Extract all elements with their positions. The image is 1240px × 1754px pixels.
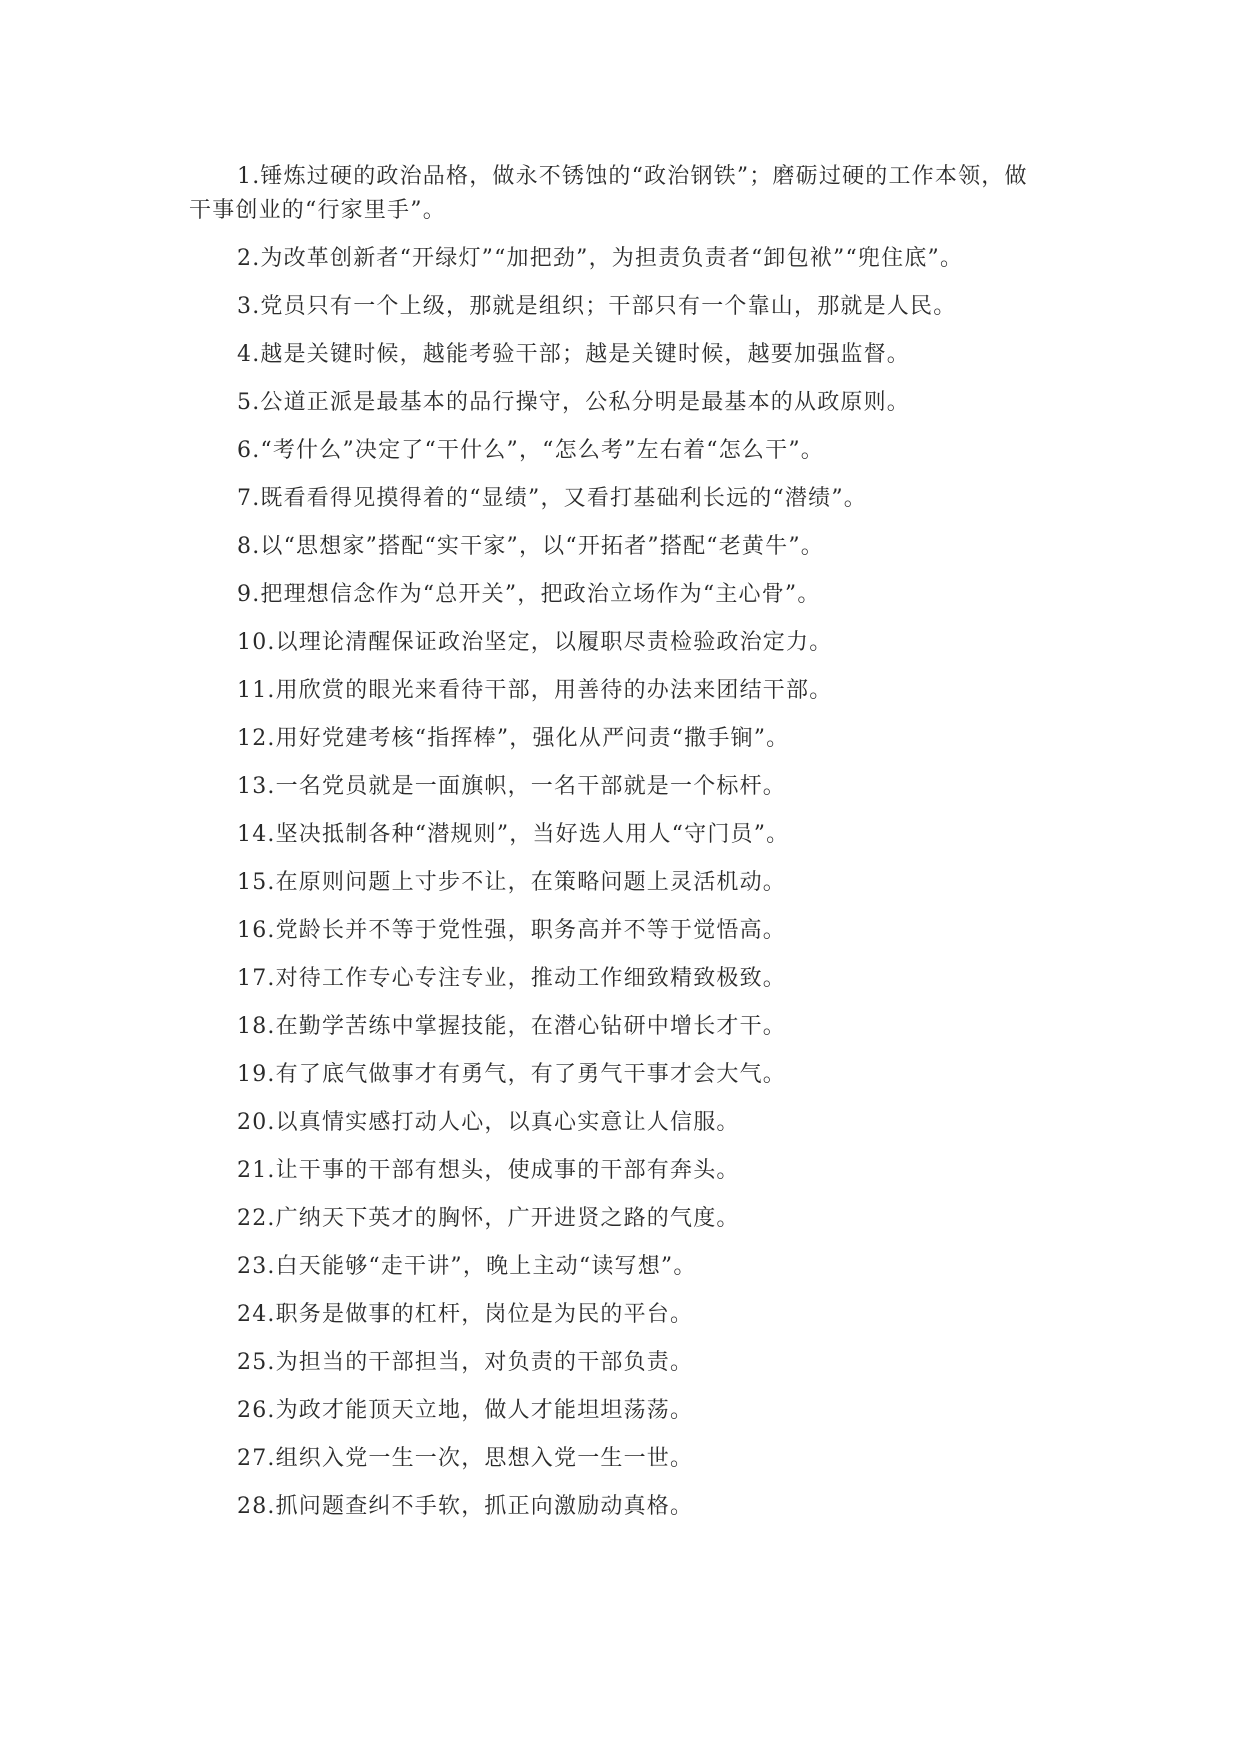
list-item-11: 11.用欣赏的眼光来看待干部，用善待的办法来团结干部。 [237,678,833,703]
list-item-25: 25.为担当的干部担当，对负责的干部负责。 [237,1350,694,1375]
list-item-7: 7.既看看得见摸得着的“显绩”，又看打基础利长远的“潜绩”。 [237,486,867,511]
list-item-15: 15.在原则问题上寸步不让，在策略问题上灵活机动。 [237,870,786,895]
list-item-9: 9.把理想信念作为“总开关”，把政治立场作为“主心骨”。 [237,582,821,607]
list-item-18: 18.在勤学苦练中掌握技能，在潜心钻研中增长才干。 [237,1014,786,1039]
list-item-5: 5.公道正派是最基本的品行操守，公私分明是最基本的从政原则。 [237,390,910,415]
list-item-19: 19.有了底气做事才有勇气，有了勇气干事才会大气。 [237,1062,786,1087]
list-item-13: 13.一名党员就是一面旗帜，一名干部就是一个标杆。 [237,774,786,799]
list-item-6: 6.“考什么”决定了“干什么”，“怎么考”左右着“怎么干”。 [237,438,824,463]
list-item-16: 16.党龄长并不等于党性强，职务高并不等于觉悟高。 [237,918,786,943]
list-item-20: 20.以真情实感打动人心，以真心实意让人信服。 [237,1110,740,1135]
list-item-27: 27.组织入党一生一次，思想入党一生一世。 [237,1446,694,1471]
list-item-22: 22.广纳天下英才的胸怀，广开进贤之路的气度。 [237,1206,740,1231]
list-item-8: 8.以“思想家”搭配“实干家”，以“开拓者”搭配“老黄牛”。 [237,534,824,559]
list-item-2: 2.为改革创新者“开绿灯”“加把劲”，为担责负责者“卸包袱”“兜住底”。 [237,246,964,271]
document-body [189,160,1049,1524]
list-item-26: 26.为政才能顶天立地，做人才能坦坦荡荡。 [237,1398,694,1423]
list-item-1: 1.锤炼过硬的政治品格，做永不锈蚀的“政治钢铁”；磨砺过硬的工作本领，做干事创业的“行家里手”。 [189,164,1028,223]
list-item-24: 24.职务是做事的杠杆，岗位是为民的平台。 [237,1302,694,1327]
list-item-28: 28.抓问题查纠不手软，抓正向激励动真格。 [237,1494,694,1519]
list-item-4: 4.越是关键时候，越能考验干部；越是关键时候，越要加强监督。 [237,342,910,367]
list-item-23: 23.白天能够“走干讲”，晚上主动“读写想”。 [237,1254,697,1279]
list-item-14: 14.坚决抵制各种“潜规则”，当好选人用人“守门员”。 [237,822,790,847]
list-item-17: 17.对待工作专心专注专业，推动工作细致精致极致。 [237,966,786,991]
list-item-10: 10.以理论清醒保证政治坚定，以履职尽责检验政治定力。 [237,630,833,655]
list-item-3: 3.党员只有一个上级，那就是组织；干部只有一个靠山，那就是人民。 [237,294,957,319]
list-item-21: 21.让干事的干部有想头，使成事的干部有奔头。 [237,1158,740,1183]
list-item-12: 12.用好党建考核“指挥棒”，强化从严问责“撒手锏”。 [237,726,790,751]
